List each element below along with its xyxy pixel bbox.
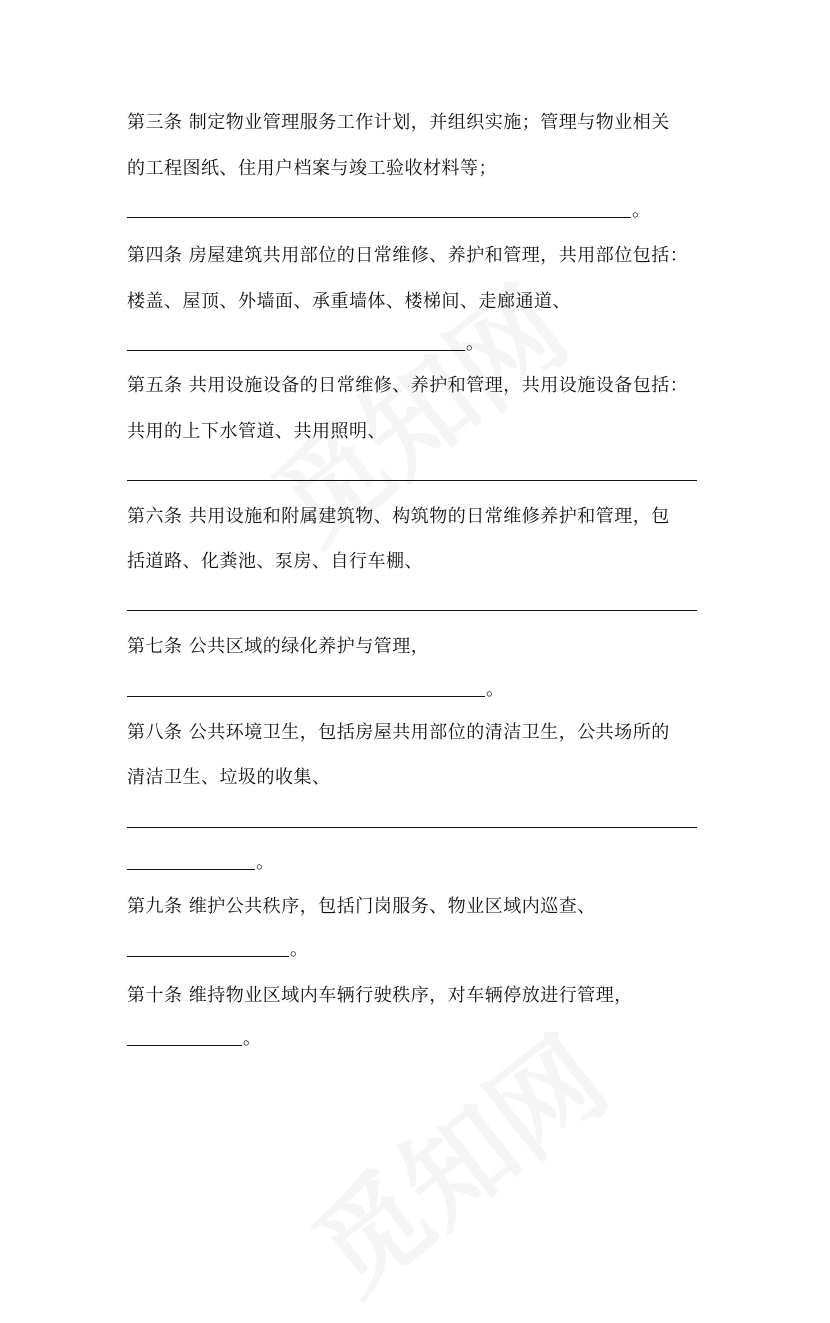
clause-6-line-1: 第六条 共用设施和附属建筑物、构筑物的日常维修养护和管理，包 [127,506,670,527]
clause-7-blank [127,677,504,703]
fill-in-line [127,350,465,351]
fill-in-line [127,1045,242,1046]
watermark [276,995,633,1323]
period: 。 [632,200,650,221]
clause-5-line-1: 第五条 共用设施设备的日常维修、养护和管理，共用设施设备包括： [127,375,689,396]
fill-in-line [127,480,697,481]
clause-3-line-2: 的工程图纸、住用户档案与竣工验收材料等； [127,158,497,179]
period: 。 [256,852,274,873]
clause-5-line-2: 共用的上下水管道、共用照明、 [127,421,386,442]
fill-in-line [127,217,631,218]
fill-in-line [127,869,255,870]
clause-4-blank [127,331,484,357]
period: 。 [466,333,484,354]
clause-9-blank [127,937,308,963]
fill-in-line [127,956,289,957]
clause-10-blank [127,1026,261,1052]
clause-3-line-1: 第三条 制定物业管理服务工作计划，并组织实施；管理与物业相关 [127,112,670,133]
clause-8-line-2: 清洁卫生、垃圾的收集、 [127,767,331,788]
clause-10-line-1: 第十条 维持物业区域内车辆行驶秩序，对车辆停放进行管理， [127,985,633,1006]
clause-8-blank-1 [127,808,697,834]
clause-8-blank-2 [127,850,274,876]
clause-9-line-1: 第九条 维护公共秩序，包括门岗服务、物业区域内巡查、 [127,896,596,917]
fill-in-line [127,827,697,828]
clause-4-line-1: 第四条 房屋建筑共用部位的日常维修、养护和管理，共用部位包括： [127,245,689,266]
clause-8-line-1: 第八条 公共环境卫生，包括房屋共用部位的清洁卫生，公共场所的 [127,722,670,743]
clause-6-line-2: 括道路、化粪池、泵房、自行车棚、 [127,551,423,572]
fill-in-line [127,696,485,697]
clause-5-blank [127,461,697,487]
clause-7-line-1: 第七条 公共区域的绿化养护与管理， [127,636,430,657]
clause-3-blank [127,198,650,224]
period: 。 [243,1028,261,1049]
clause-4-line-2: 楼盖、屋顶、外墙面、承重墙体、楼梯间、走廊通道、 [127,291,571,312]
fill-in-line [127,610,697,611]
clause-6-blank [127,591,697,617]
period: 。 [290,939,308,960]
period: 。 [486,679,504,700]
